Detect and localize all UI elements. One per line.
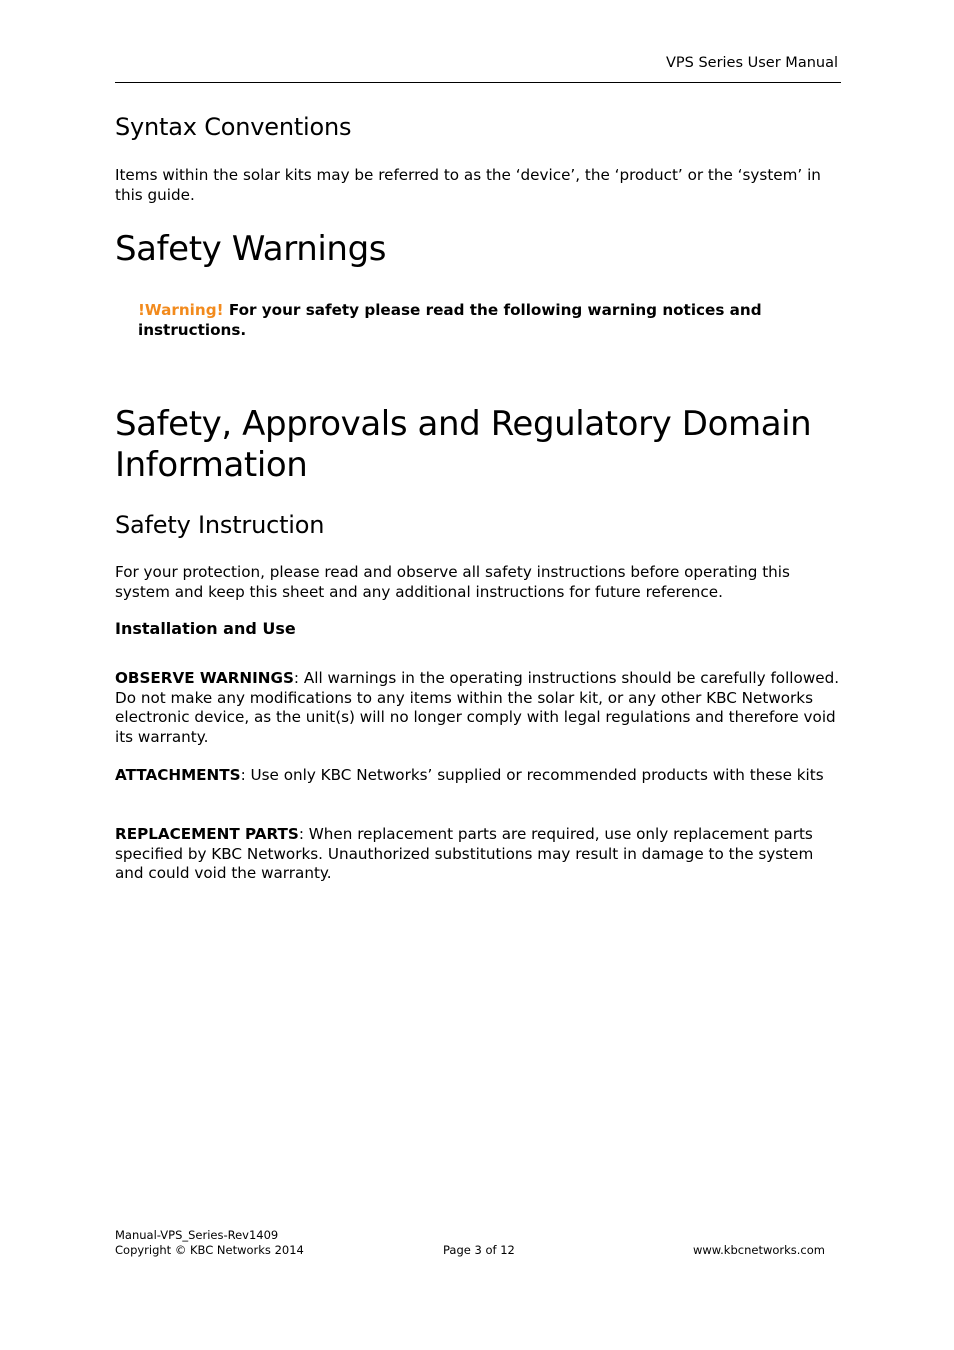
syntax-conventions-heading: Syntax Conventions	[115, 113, 352, 141]
attachments-paragraph	[115, 766, 841, 786]
safety-warnings-heading: Safety Warnings	[115, 229, 387, 269]
approvals-heading: Safety, Approvals and Regulatory Domain Information	[115, 404, 812, 485]
attachments-term: ATTACHMENTS	[115, 766, 241, 784]
warning-notice	[138, 300, 818, 340]
footer-website-link[interactable]: www.kbcnetworks.com	[692, 1243, 825, 1257]
replacement-parts-paragraph	[115, 825, 841, 884]
header-divider	[115, 82, 841, 83]
observe-warnings-paragraph	[115, 669, 841, 747]
observe-warnings-text: : All warnings in the operating instructions should be carefully followed. Do not make any modifications to any items within the solar kit, or any other KBC Networks electronic device, as the unit(s) will no longer comply with legal regulations and therefore void its warranty.	[115, 669, 840, 746]
replacement-parts-text: : When replacement parts are required, use only replacement parts specified by KBC Networks. Unauthorized substitutions may result in damage to the system and could void the warranty.	[115, 825, 814, 882]
safety-instruction-heading: Safety Instruction	[115, 511, 325, 539]
footer-doc-id: Manual-VPS_Series-Rev1409	[115, 1228, 279, 1242]
syntax-conventions-text: Items within the solar kits may be referred to as the ‘device’, the ‘product’ or the ‘system’ in this guide.	[115, 166, 821, 204]
observe-warnings-term: OBSERVE WARNINGS	[115, 669, 294, 687]
warning-text: For your safety please read the following warning notices and instructions.	[138, 301, 762, 339]
footer-page-number: Page 3 of 12	[443, 1243, 515, 1257]
installation-heading: Installation and Use	[115, 619, 296, 638]
safety-instruction-text: For your protection, please read and observe all safety instructions before operating this system and keep this sheet and any additional instructions for future reference.	[115, 563, 790, 601]
attachments-text: : Use only KBC Networks’ supplied or recommended products with these kits	[240, 766, 824, 784]
running-header-title: VPS Series User Manual	[665, 55, 838, 71]
replacement-parts-term: REPLACEMENT PARTS	[115, 825, 299, 843]
warning-label: !Warning!	[138, 301, 224, 319]
footer-copyright: Copyright © KBC Networks 2014	[115, 1243, 304, 1257]
